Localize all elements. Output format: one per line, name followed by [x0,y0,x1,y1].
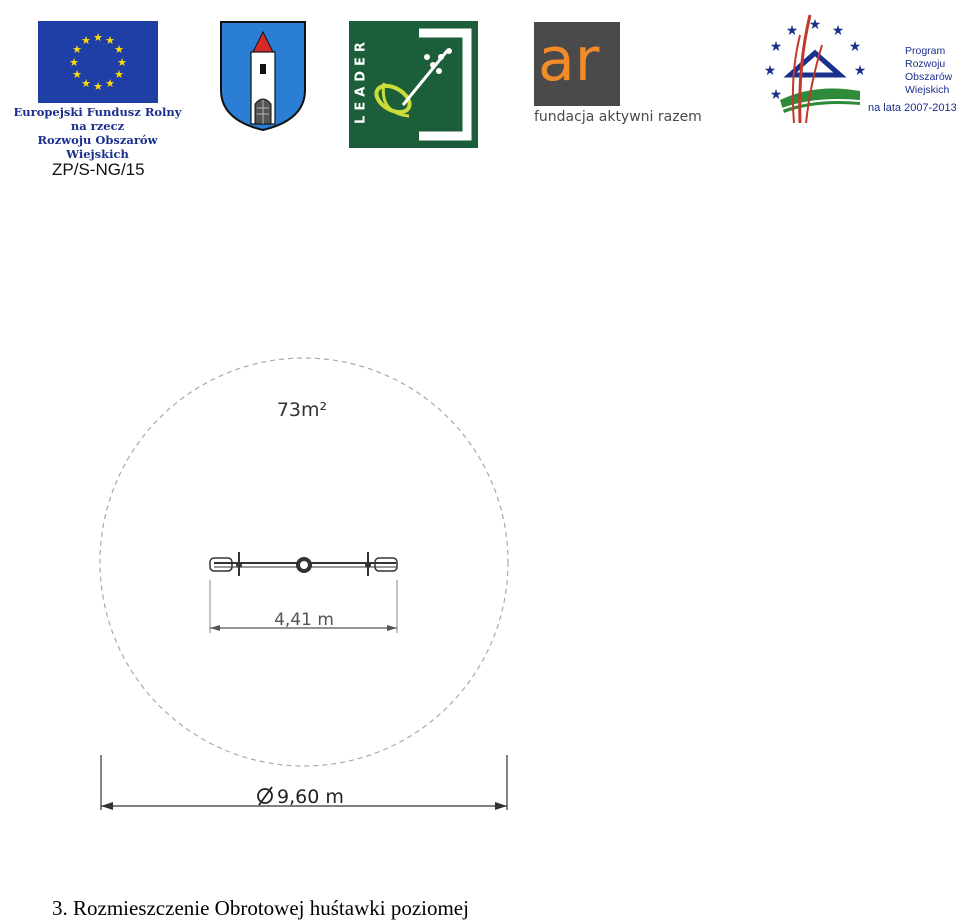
svg-text:★: ★ [808,17,822,33]
svg-text:★: ★ [105,77,115,90]
prow-text [905,45,952,97]
svg-text:★: ★ [81,34,91,47]
area-label: 73m² [276,399,328,421]
eu-stars-icon [38,21,158,103]
ar-caption: fundacja aktywni razem [534,109,702,125]
svg-text:★: ★ [93,31,103,44]
ar-logo [534,22,620,106]
svg-text:★: ★ [105,34,115,47]
eu-caption-line2: Rozwoju Obszarów Wiejskich [37,133,158,161]
svg-text:★: ★ [114,68,124,81]
svg-text:★: ★ [848,39,862,55]
length-label: 4,41 m [274,610,334,630]
document-code: ZP/S-NG/15 [52,160,145,179]
eu-caption-line1: Europejski Fundusz Rolny na rzecz [13,105,182,133]
prow-line-1: Program [905,45,946,57]
svg-text:★: ★ [117,56,127,69]
prow-line-3: Obszarów [905,71,953,83]
prow-emblem-icon [760,5,870,125]
svg-text:★: ★ [769,39,783,55]
svg-text:★: ★ [72,43,82,56]
figure-caption: 3. Rozmieszczenie Obrotowej huśtawki poziomej [52,896,469,920]
swing-layout-drawing [0,340,560,820]
leader-text: LEADER [353,37,369,124]
prow-years: na lata 2007-2013 [868,102,957,114]
svg-text:★: ★ [114,43,124,56]
leader-logo [349,21,478,148]
svg-text:★: ★ [785,23,799,39]
svg-text:★: ★ [69,56,79,69]
prow-line-2: Rozwoju [905,58,946,70]
svg-text:★: ★ [93,80,103,93]
svg-text:★: ★ [81,77,91,90]
swing-beam [210,552,397,576]
svg-text:★: ★ [853,63,867,79]
eu-caption [5,105,190,161]
ar-logo-text: ar [538,25,600,95]
svg-text:★: ★ [831,23,845,39]
prow-line-4: Wiejskich [905,84,950,96]
svg-text:★: ★ [72,68,82,81]
svg-text:★: ★ [763,63,777,79]
diameter-label: 9,60 m [277,786,344,808]
diameter-symbol-icon [258,787,272,805]
svg-text:★: ★ [769,87,783,103]
eu-flag-logo [38,21,158,103]
coat-of-arms-icon [219,20,307,132]
